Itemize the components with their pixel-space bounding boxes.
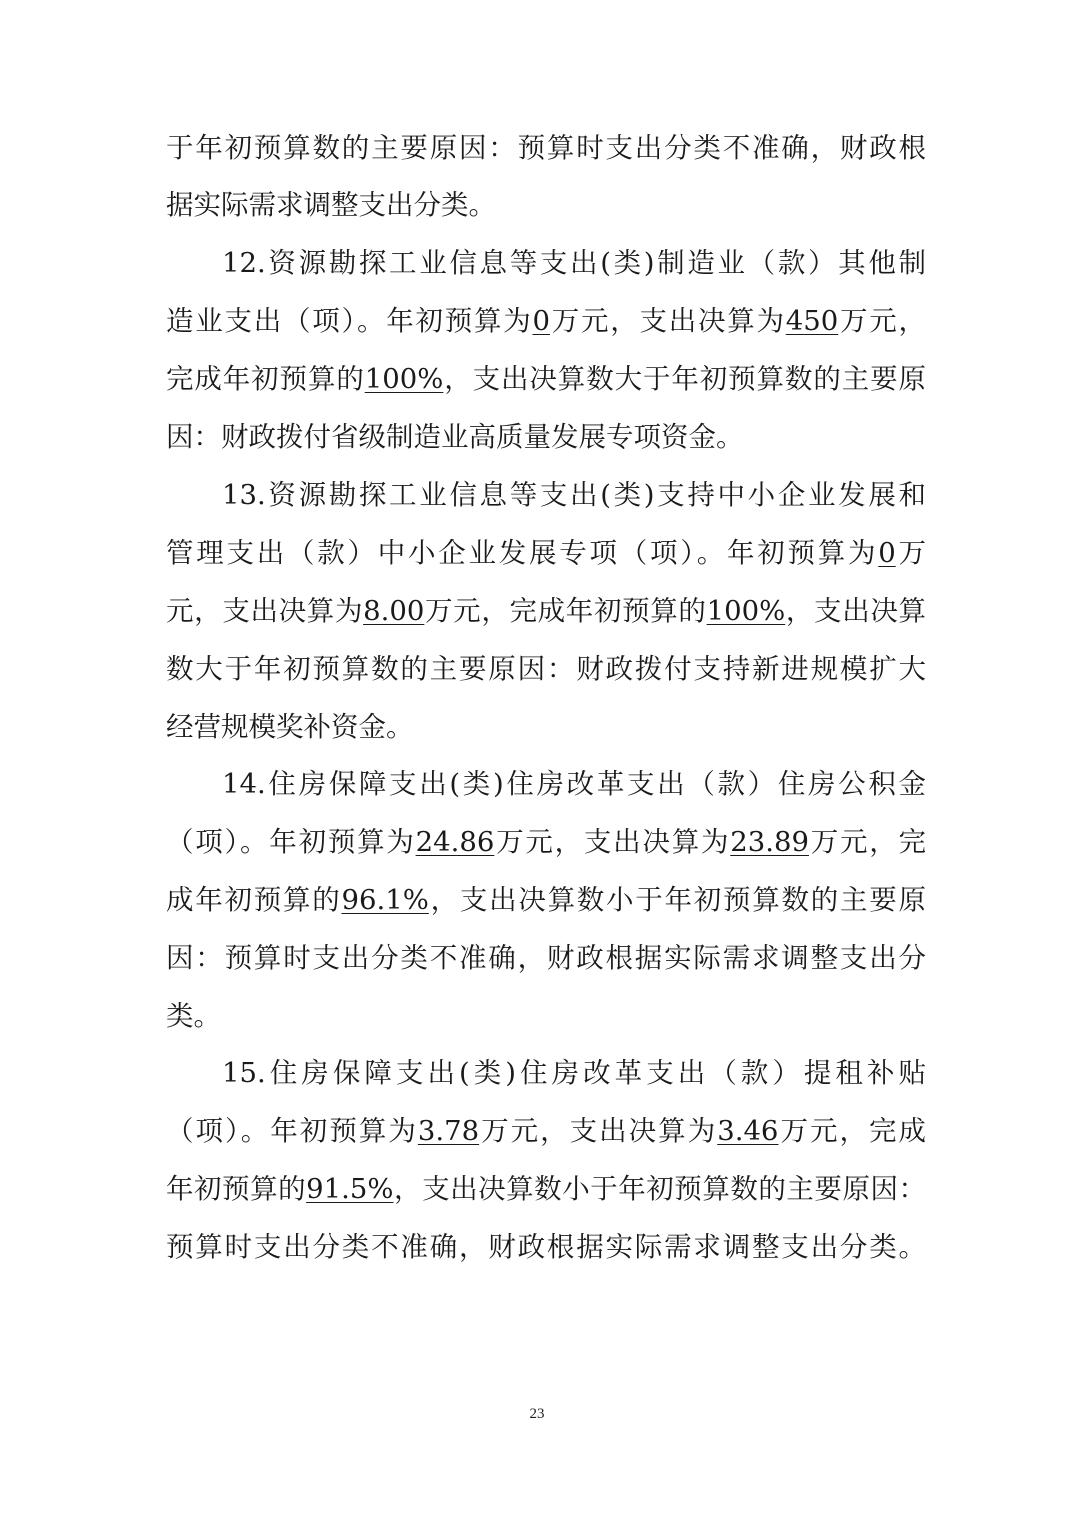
text-segment: 万元，完成年初预算的 — [424, 595, 707, 627]
text-segment: 12.资源勘探工业信息等支出(类)制造业（款）其他制 — [222, 247, 926, 279]
underlined-value: 0 — [878, 537, 896, 569]
text-segment: 年初预算的 — [166, 1173, 307, 1205]
text-segment: 数大于年初预算数的主要原因：财政拨付支持新进规模扩大 — [166, 653, 926, 685]
underlined-value: 23.89 — [730, 826, 809, 858]
text-line — [166, 1111, 926, 1151]
text-line — [166, 417, 926, 457]
text-segment: 万元，支出决算为 — [550, 305, 786, 337]
text-segment: （项）。年初预算为 — [166, 826, 416, 858]
text-segment: 万元，完 — [808, 826, 926, 858]
text-segment: 预算时支出分类不准确，财政根据实际需求调整支出分类。 — [166, 1231, 926, 1263]
text-line — [166, 880, 926, 920]
text-segment: 万元，支出决算为 — [494, 826, 731, 858]
text-segment: 因：财政拨付省级制造业高质量发展专项资金。 — [166, 421, 744, 453]
text-line — [166, 185, 926, 225]
text-segment: 13.资源勘探工业信息等支出(类)支持中小企业发展和 — [222, 479, 926, 511]
text-line — [222, 1053, 926, 1093]
text-segment: 万 — [895, 537, 926, 569]
underlined-value: 8.00 — [363, 595, 425, 627]
text-segment: ，支出决算数大于年初预算数的主要原 — [443, 363, 926, 395]
text-segment: 经营规模奖补资金。 — [166, 711, 414, 743]
underlined-value: 91.5% — [306, 1173, 394, 1205]
text-line — [222, 764, 926, 804]
text-line — [166, 649, 926, 689]
underlined-value: 3.46 — [717, 1115, 779, 1147]
text-segment: 于年初预算数的主要原因：预算时支出分类不准确，财政根 — [166, 132, 926, 164]
text-line — [166, 1227, 926, 1267]
text-segment: 据实际需求调整支出分类。 — [166, 189, 496, 221]
text-segment: 14.住房保障支出(类)住房改革支出（款）住房公积金 — [222, 768, 926, 800]
text-segment: 万元，支出决算为 — [479, 1115, 718, 1147]
text-segment: ，支出决算数小于年初预算数的主要原 — [428, 884, 926, 916]
underlined-value: 100% — [706, 595, 786, 627]
underlined-value: 96.1% — [341, 884, 429, 916]
underlined-value: 100% — [364, 363, 444, 395]
text-line — [166, 1169, 926, 1209]
text-segment: 因：预算时支出分类不准确，财政根据实际需求调整支出分 — [166, 942, 926, 974]
underlined-value: 24.86 — [415, 826, 495, 858]
text-segment: 管理支出（款）中小企业发展专项（项）。年初预算为 — [166, 537, 879, 569]
text-segment: 万元，完成 — [778, 1115, 926, 1147]
text-segment: 万元， — [838, 305, 926, 337]
text-segment: （项）。年初预算为 — [166, 1115, 418, 1147]
underlined-value: 0 — [532, 305, 550, 337]
text-segment: ，支出决算 — [785, 595, 926, 627]
text-segment: 类。 — [166, 1000, 221, 1032]
underlined-value: 3.78 — [417, 1115, 480, 1147]
text-line — [166, 359, 926, 399]
text-segment: 成年初预算的 — [166, 884, 342, 916]
text-segment: 造业支出（项）。年初预算为 — [166, 305, 533, 337]
page-number: 23 — [529, 1406, 545, 1422]
text-line — [166, 533, 926, 573]
text-line — [166, 707, 926, 747]
text-line — [166, 591, 926, 631]
text-line — [166, 822, 926, 862]
text-segment: 完成年初预算的 — [166, 363, 365, 395]
text-line — [222, 475, 926, 515]
text-line — [166, 128, 926, 168]
text-line — [222, 243, 926, 283]
text-line — [166, 996, 926, 1036]
underlined-value: 450 — [785, 305, 839, 337]
text-segment: 15.住房保障支出(类)住房改革支出（款）提租补贴 — [222, 1057, 926, 1089]
text-segment: 元，支出决算为 — [166, 595, 364, 627]
text-segment: ，支出决算数小于年初预算数的主要原因： — [393, 1173, 926, 1205]
text-line — [166, 938, 926, 978]
text-line — [166, 301, 926, 341]
